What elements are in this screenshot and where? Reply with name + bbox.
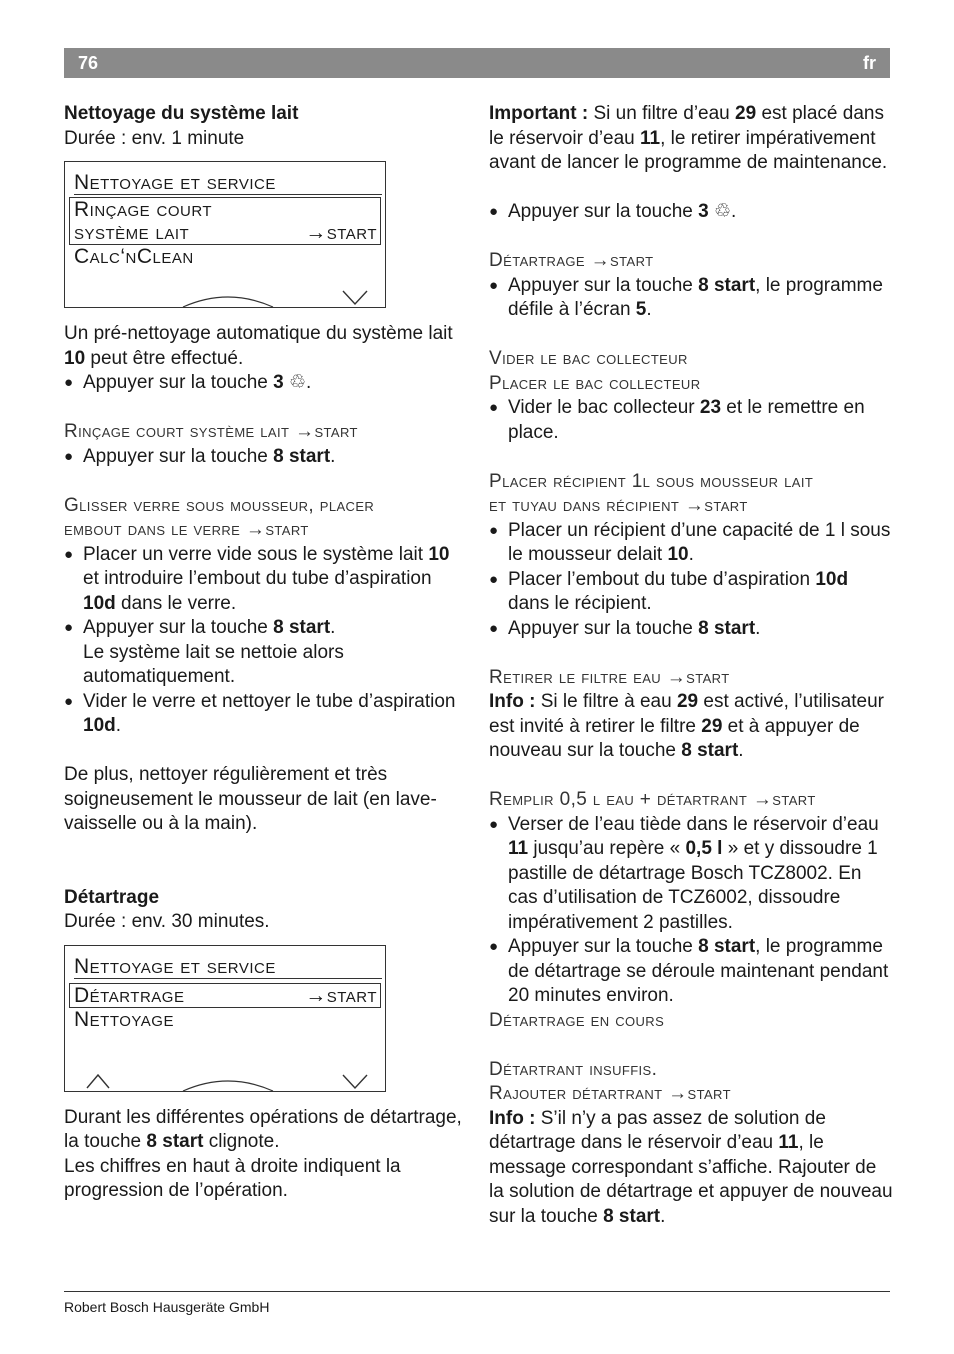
- list-item: ● Appuyer sur la touche 8 start, le programme de détartrage se déroule maintenant pendant 20 minutes environ.: [489, 935, 894, 1009]
- list-item: ● Placer un récipient d’une capacité de 1 l sous le mousseur delait 10.: [489, 519, 894, 568]
- bullet-list: [489, 519, 894, 642]
- page-number: 76: [78, 53, 99, 73]
- display-message: et tuyau dans récipient →start: [489, 495, 748, 516]
- display-line: Rinçage court: [74, 198, 213, 221]
- paragraph: Important : Si un filtre d’eau 29 est placé dans le réservoir d’eau 11, le retirer impérativement avant de lancer le programme de maintenance.: [489, 103, 888, 173]
- display-message: Placer le bac collecteur: [489, 372, 701, 394]
- page-footer: [64, 1291, 890, 1315]
- display-start-arrow: →start: [305, 221, 377, 244]
- section-title-milk: Nettoyage du système lait: [64, 103, 299, 124]
- info-paragraph: Info : Si le filtre à eau 29 est activé, l’utilisateur est invité à retirer le filtre 29 et à appuyer de nouveau sur la touche 8 start.: [489, 691, 884, 761]
- list-item: ● Appuyer sur la touche 8 start.: [489, 617, 894, 642]
- milk-duration: Durée : env. 1 minute: [64, 127, 245, 149]
- display-panel-milk: [64, 161, 386, 308]
- bullet-list: [64, 543, 464, 739]
- list-item: ● Placer un verre vide sous le système lait 10 et introduire l’embout du tube d’aspiration 10d dans le verre.: [64, 543, 464, 617]
- display-header: Nettoyage et service: [74, 171, 382, 195]
- footer-company: Robert Bosch Hausgeräte GmbH: [64, 1299, 270, 1315]
- display-message: Rajouter détartrant →start: [489, 1083, 731, 1104]
- list-item: ● Verser de l’eau tiède dans le réservoir d’eau 11 jusqu’au repère « 0,5 l » et y dissoudre 1 pastille de détartrage Bosch TCZ8002. En cas d’utilisation de TCZ6002, dissoudre impérativement 2 pastilles.: [489, 813, 894, 936]
- display-line-text: système lait: [74, 221, 190, 244]
- chevron-up-icon: [87, 1075, 109, 1088]
- list-item: ● Appuyer sur la touche 8 start. Le système lait se nettoie alors automatiquement.: [64, 616, 464, 690]
- bullet-list: [489, 396, 894, 445]
- display-message: Détartrage en cours: [489, 1009, 665, 1031]
- language-code: fr: [863, 53, 876, 73]
- left-column: [64, 102, 464, 1204]
- list-item: ● Placer l’embout du tube d’aspiration 10d dans le récipient.: [489, 568, 894, 617]
- chevron-down-icon: [343, 1075, 367, 1088]
- display-message: Placer récipient 1l sous mousseur lait: [489, 470, 814, 492]
- chevron-down-icon: [343, 291, 367, 304]
- display-message: Détartrant insuffis.: [489, 1058, 658, 1080]
- display-message: embout dans le verre →start: [64, 519, 309, 540]
- display-start-arrow: →start: [305, 983, 377, 1007]
- display-message: Retirer le filtre eau →start: [489, 666, 730, 688]
- paragraph: De plus, nettoyer régulièrement et très soigneusement le mousseur de lait (en lave-vaisselle ou à la main).: [64, 764, 437, 834]
- bullet-list: [64, 371, 464, 396]
- list-item: ● Appuyer sur la touche 8 start.: [64, 445, 464, 470]
- display-line-text: Détartrage: [74, 983, 185, 1007]
- section-title-descaling: Détartrage: [64, 886, 160, 908]
- bullet-list: [64, 445, 464, 470]
- list-item: ● Vider le bac collecteur 23 et le remettre en place.: [489, 396, 894, 445]
- bullet-list: [489, 274, 894, 323]
- display-line: Calc‘nClean: [74, 245, 194, 268]
- display-message: Remplir 0,5 l eau + détartrant →start: [489, 789, 816, 810]
- display-message: Rinçage court système lait →start: [64, 421, 358, 442]
- bullet-list: [489, 200, 894, 225]
- list-item: ● Appuyer sur la touche 3 ♲.: [489, 200, 894, 225]
- list-item: ● Appuyer sur la touche 8 start, le programme défile à l’écran 5.: [489, 274, 894, 323]
- list-item: ● Appuyer sur la touche 3 ♲.: [64, 371, 464, 396]
- display-line: Nettoyage: [74, 1007, 174, 1031]
- display-scroll-indicator: [65, 946, 387, 1093]
- paragraph: Durant les différentes opérations de détartrage, la touche 8 start clignote.: [64, 1106, 462, 1152]
- display-panel-descaling: [64, 945, 386, 1092]
- page-header-bar: [64, 48, 890, 78]
- display-scroll-indicator: [65, 162, 387, 309]
- bullet-list: [489, 813, 894, 1009]
- display-message: Détartrage →start: [489, 250, 654, 271]
- display-message: Vider le bac collecteur: [489, 348, 688, 369]
- display-message: Glisser verre sous mousseur, placer: [64, 494, 375, 516]
- display-header: Nettoyage et service: [74, 955, 382, 979]
- descaling-duration: Durée : env. 30 minutes.: [64, 911, 270, 932]
- right-column: [489, 102, 894, 1229]
- paragraph: Les chiffres en haut à droite indiquent la progression de l’opération.: [64, 1155, 401, 1201]
- paragraph: Un pré-nettoyage automatique du système lait 10 peut être effectué.: [64, 323, 453, 369]
- info-paragraph: Info : S’il n’y a pas assez de solution de détartrage dans le réservoir d’eau 11, le message correspondant s’affiche. Rajouter de la solution de détartrage et appuyer de nouveau sur la touche 8 start.: [489, 1107, 893, 1227]
- list-item: ● Vider le verre et nettoyer le tube d’aspiration 10d.: [64, 690, 464, 739]
